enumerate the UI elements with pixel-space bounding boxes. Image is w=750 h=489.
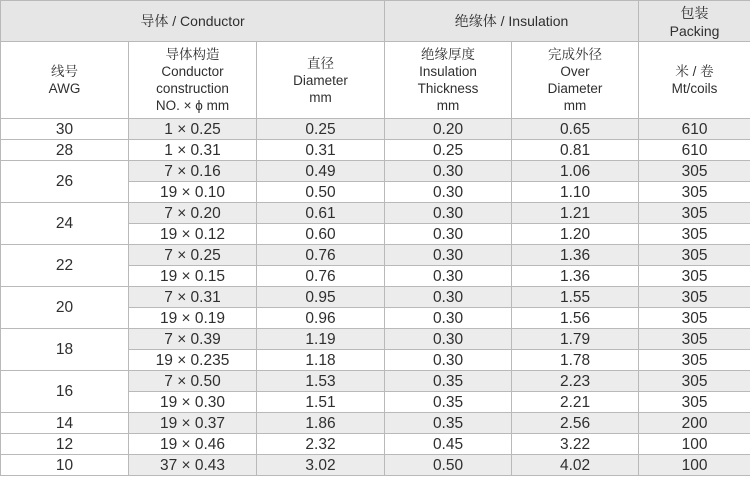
construction-cell: 19 × 0.12 <box>129 224 257 245</box>
construction-header-cn: 导体构造 <box>165 47 220 62</box>
construction-cell: 7 × 0.39 <box>129 329 257 350</box>
over-diameter-cell: 1.55 <box>512 287 639 308</box>
diameter-cell: 0.49 <box>257 161 385 182</box>
over-diameter-cell: 1.36 <box>512 266 639 287</box>
diameter-cell: 0.31 <box>257 140 385 161</box>
packing-cell: 610 <box>639 140 750 161</box>
awg-column-header <box>1 42 129 119</box>
construction-cell: 19 × 0.10 <box>129 182 257 203</box>
over-diameter-header-en-2: Diameter <box>547 81 603 96</box>
construction-cell: 19 × 0.37 <box>129 413 257 434</box>
diameter-cell: 0.76 <box>257 245 385 266</box>
thickness-cell: 0.30 <box>385 350 512 371</box>
construction-header-unit: NO. × ϕ mm <box>155 98 230 113</box>
thickness-cell: 0.35 <box>385 371 512 392</box>
table-row <box>1 434 750 455</box>
thickness-cell: 0.30 <box>385 182 512 203</box>
over-diameter-cell: 1.20 <box>512 224 639 245</box>
over-diameter-cell: 1.79 <box>512 329 639 350</box>
over-diameter-cell: 1.10 <box>512 182 639 203</box>
thickness-header-unit: mm <box>436 98 460 113</box>
packing-cell: 305 <box>639 224 750 245</box>
construction-cell: 7 × 0.16 <box>129 161 257 182</box>
awg-cell: 14 <box>1 413 129 434</box>
diameter-cell: 0.95 <box>257 287 385 308</box>
awg-cell: 24 <box>1 203 129 245</box>
over-diameter-cell: 1.56 <box>512 308 639 329</box>
construction-cell: 1 × 0.31 <box>129 140 257 161</box>
over-diameter-cell: 1.36 <box>512 245 639 266</box>
thickness-cell: 0.30 <box>385 287 512 308</box>
packing-cell: 305 <box>639 350 750 371</box>
over-diameter-cell: 1.78 <box>512 350 639 371</box>
diameter-cell: 1.86 <box>257 413 385 434</box>
thickness-cell: 0.30 <box>385 245 512 266</box>
spec-table-body <box>1 119 750 476</box>
packing-group-header <box>639 1 750 42</box>
length-header-en: Mt/coils <box>671 81 718 96</box>
awg-cell: 26 <box>1 161 129 203</box>
construction-cell: 1 × 0.25 <box>129 119 257 140</box>
awg-cell: 16 <box>1 371 129 413</box>
construction-cell: 7 × 0.31 <box>129 287 257 308</box>
diameter-cell: 1.51 <box>257 392 385 413</box>
over-diameter-cell: 2.23 <box>512 371 639 392</box>
over-diameter-header-cn: 完成外径 <box>548 47 603 62</box>
over-diameter-cell: 2.56 <box>512 413 639 434</box>
awg-cell: 30 <box>1 119 129 140</box>
header-row-columns <box>1 42 750 119</box>
thickness-cell: 0.45 <box>385 434 512 455</box>
table-row <box>1 161 750 182</box>
packing-cell: 200 <box>639 413 750 434</box>
diameter-cell: 0.61 <box>257 203 385 224</box>
construction-cell: 7 × 0.25 <box>129 245 257 266</box>
awg-cell: 28 <box>1 140 129 161</box>
thickness-cell: 0.20 <box>385 119 512 140</box>
thickness-cell: 0.25 <box>385 140 512 161</box>
over-diameter-cell: 1.06 <box>512 161 639 182</box>
diameter-header-en: Diameter <box>293 72 348 88</box>
thickness-header-en-2: Thickness <box>417 81 479 96</box>
construction-cell: 37 × 0.43 <box>129 455 257 476</box>
table-row <box>1 413 750 434</box>
construction-cell: 19 × 0.15 <box>129 266 257 287</box>
over-diameter-header-en-1: Over <box>560 64 590 79</box>
thickness-cell: 0.30 <box>385 203 512 224</box>
thickness-cell: 0.35 <box>385 413 512 434</box>
over-diameter-cell: 4.02 <box>512 455 639 476</box>
over-diameter-header-unit: mm <box>563 98 587 113</box>
length-header-cn: 米 / 卷 <box>675 64 714 79</box>
packing-header-cn: 包装 <box>680 5 709 21</box>
table-row <box>1 371 750 392</box>
over-diameter-cell: 3.22 <box>512 434 639 455</box>
table-row <box>1 203 750 224</box>
packing-cell: 100 <box>639 434 750 455</box>
diameter-cell: 0.25 <box>257 119 385 140</box>
construction-cell: 7 × 0.50 <box>129 371 257 392</box>
diameter-cell: 0.60 <box>257 224 385 245</box>
diameter-header-unit: mm <box>309 89 332 105</box>
packing-cell: 305 <box>639 329 750 350</box>
construction-cell: 19 × 0.30 <box>129 392 257 413</box>
packing-cell: 305 <box>639 371 750 392</box>
awg-cell: 18 <box>1 329 129 371</box>
insulation-group-header: 绝缘体 / Insulation <box>385 1 639 42</box>
thickness-header-en-1: Insulation <box>419 64 477 79</box>
construction-cell: 19 × 0.19 <box>129 308 257 329</box>
thickness-cell: 0.30 <box>385 308 512 329</box>
over-diameter-column-header <box>512 42 639 119</box>
construction-header-en-1: Conductor <box>161 64 224 79</box>
table-row <box>1 140 750 161</box>
diameter-cell: 3.02 <box>257 455 385 476</box>
over-diameter-cell: 1.21 <box>512 203 639 224</box>
awg-cell: 20 <box>1 287 129 329</box>
table-row <box>1 329 750 350</box>
packing-cell: 305 <box>639 266 750 287</box>
packing-cell: 305 <box>639 161 750 182</box>
diameter-cell: 1.18 <box>257 350 385 371</box>
thickness-cell: 0.35 <box>385 392 512 413</box>
packing-cell: 100 <box>639 455 750 476</box>
over-diameter-cell: 0.81 <box>512 140 639 161</box>
packing-cell: 305 <box>639 308 750 329</box>
diameter-column-header <box>257 42 385 119</box>
diameter-cell: 0.96 <box>257 308 385 329</box>
construction-column-header <box>129 42 257 119</box>
header-row-groups <box>1 1 750 42</box>
diameter-cell: 1.19 <box>257 329 385 350</box>
table-row <box>1 287 750 308</box>
awg-cell: 10 <box>1 455 129 476</box>
packing-header-en: Packing <box>669 23 720 39</box>
construction-cell: 19 × 0.235 <box>129 350 257 371</box>
table-row <box>1 455 750 476</box>
diameter-cell: 2.32 <box>257 434 385 455</box>
over-diameter-cell: 2.21 <box>512 392 639 413</box>
awg-header-en: AWG <box>48 81 81 96</box>
packing-cell: 305 <box>639 245 750 266</box>
table-row <box>1 245 750 266</box>
packing-cell: 305 <box>639 287 750 308</box>
conductor-group-header: 导体 / Conductor <box>1 1 385 42</box>
construction-cell: 19 × 0.46 <box>129 434 257 455</box>
diameter-cell: 0.50 <box>257 182 385 203</box>
packing-cell: 305 <box>639 182 750 203</box>
diameter-cell: 0.76 <box>257 266 385 287</box>
thickness-column-header <box>385 42 512 119</box>
awg-cell: 12 <box>1 434 129 455</box>
packing-cell: 305 <box>639 203 750 224</box>
length-column-header <box>639 42 750 119</box>
thickness-cell: 0.50 <box>385 455 512 476</box>
packing-cell: 610 <box>639 119 750 140</box>
awg-header-cn: 线号 <box>51 64 78 79</box>
thickness-cell: 0.30 <box>385 266 512 287</box>
construction-cell: 7 × 0.20 <box>129 203 257 224</box>
thickness-cell: 0.30 <box>385 161 512 182</box>
table-row <box>1 119 750 140</box>
thickness-cell: 0.30 <box>385 329 512 350</box>
diameter-header-cn: 直径 <box>307 55 335 71</box>
diameter-cell: 1.53 <box>257 371 385 392</box>
thickness-cell: 0.30 <box>385 224 512 245</box>
thickness-header-cn: 绝缘厚度 <box>421 47 476 62</box>
over-diameter-cell: 0.65 <box>512 119 639 140</box>
packing-cell: 305 <box>639 392 750 413</box>
awg-cell: 22 <box>1 245 129 287</box>
construction-header-en-2: construction <box>156 81 229 96</box>
